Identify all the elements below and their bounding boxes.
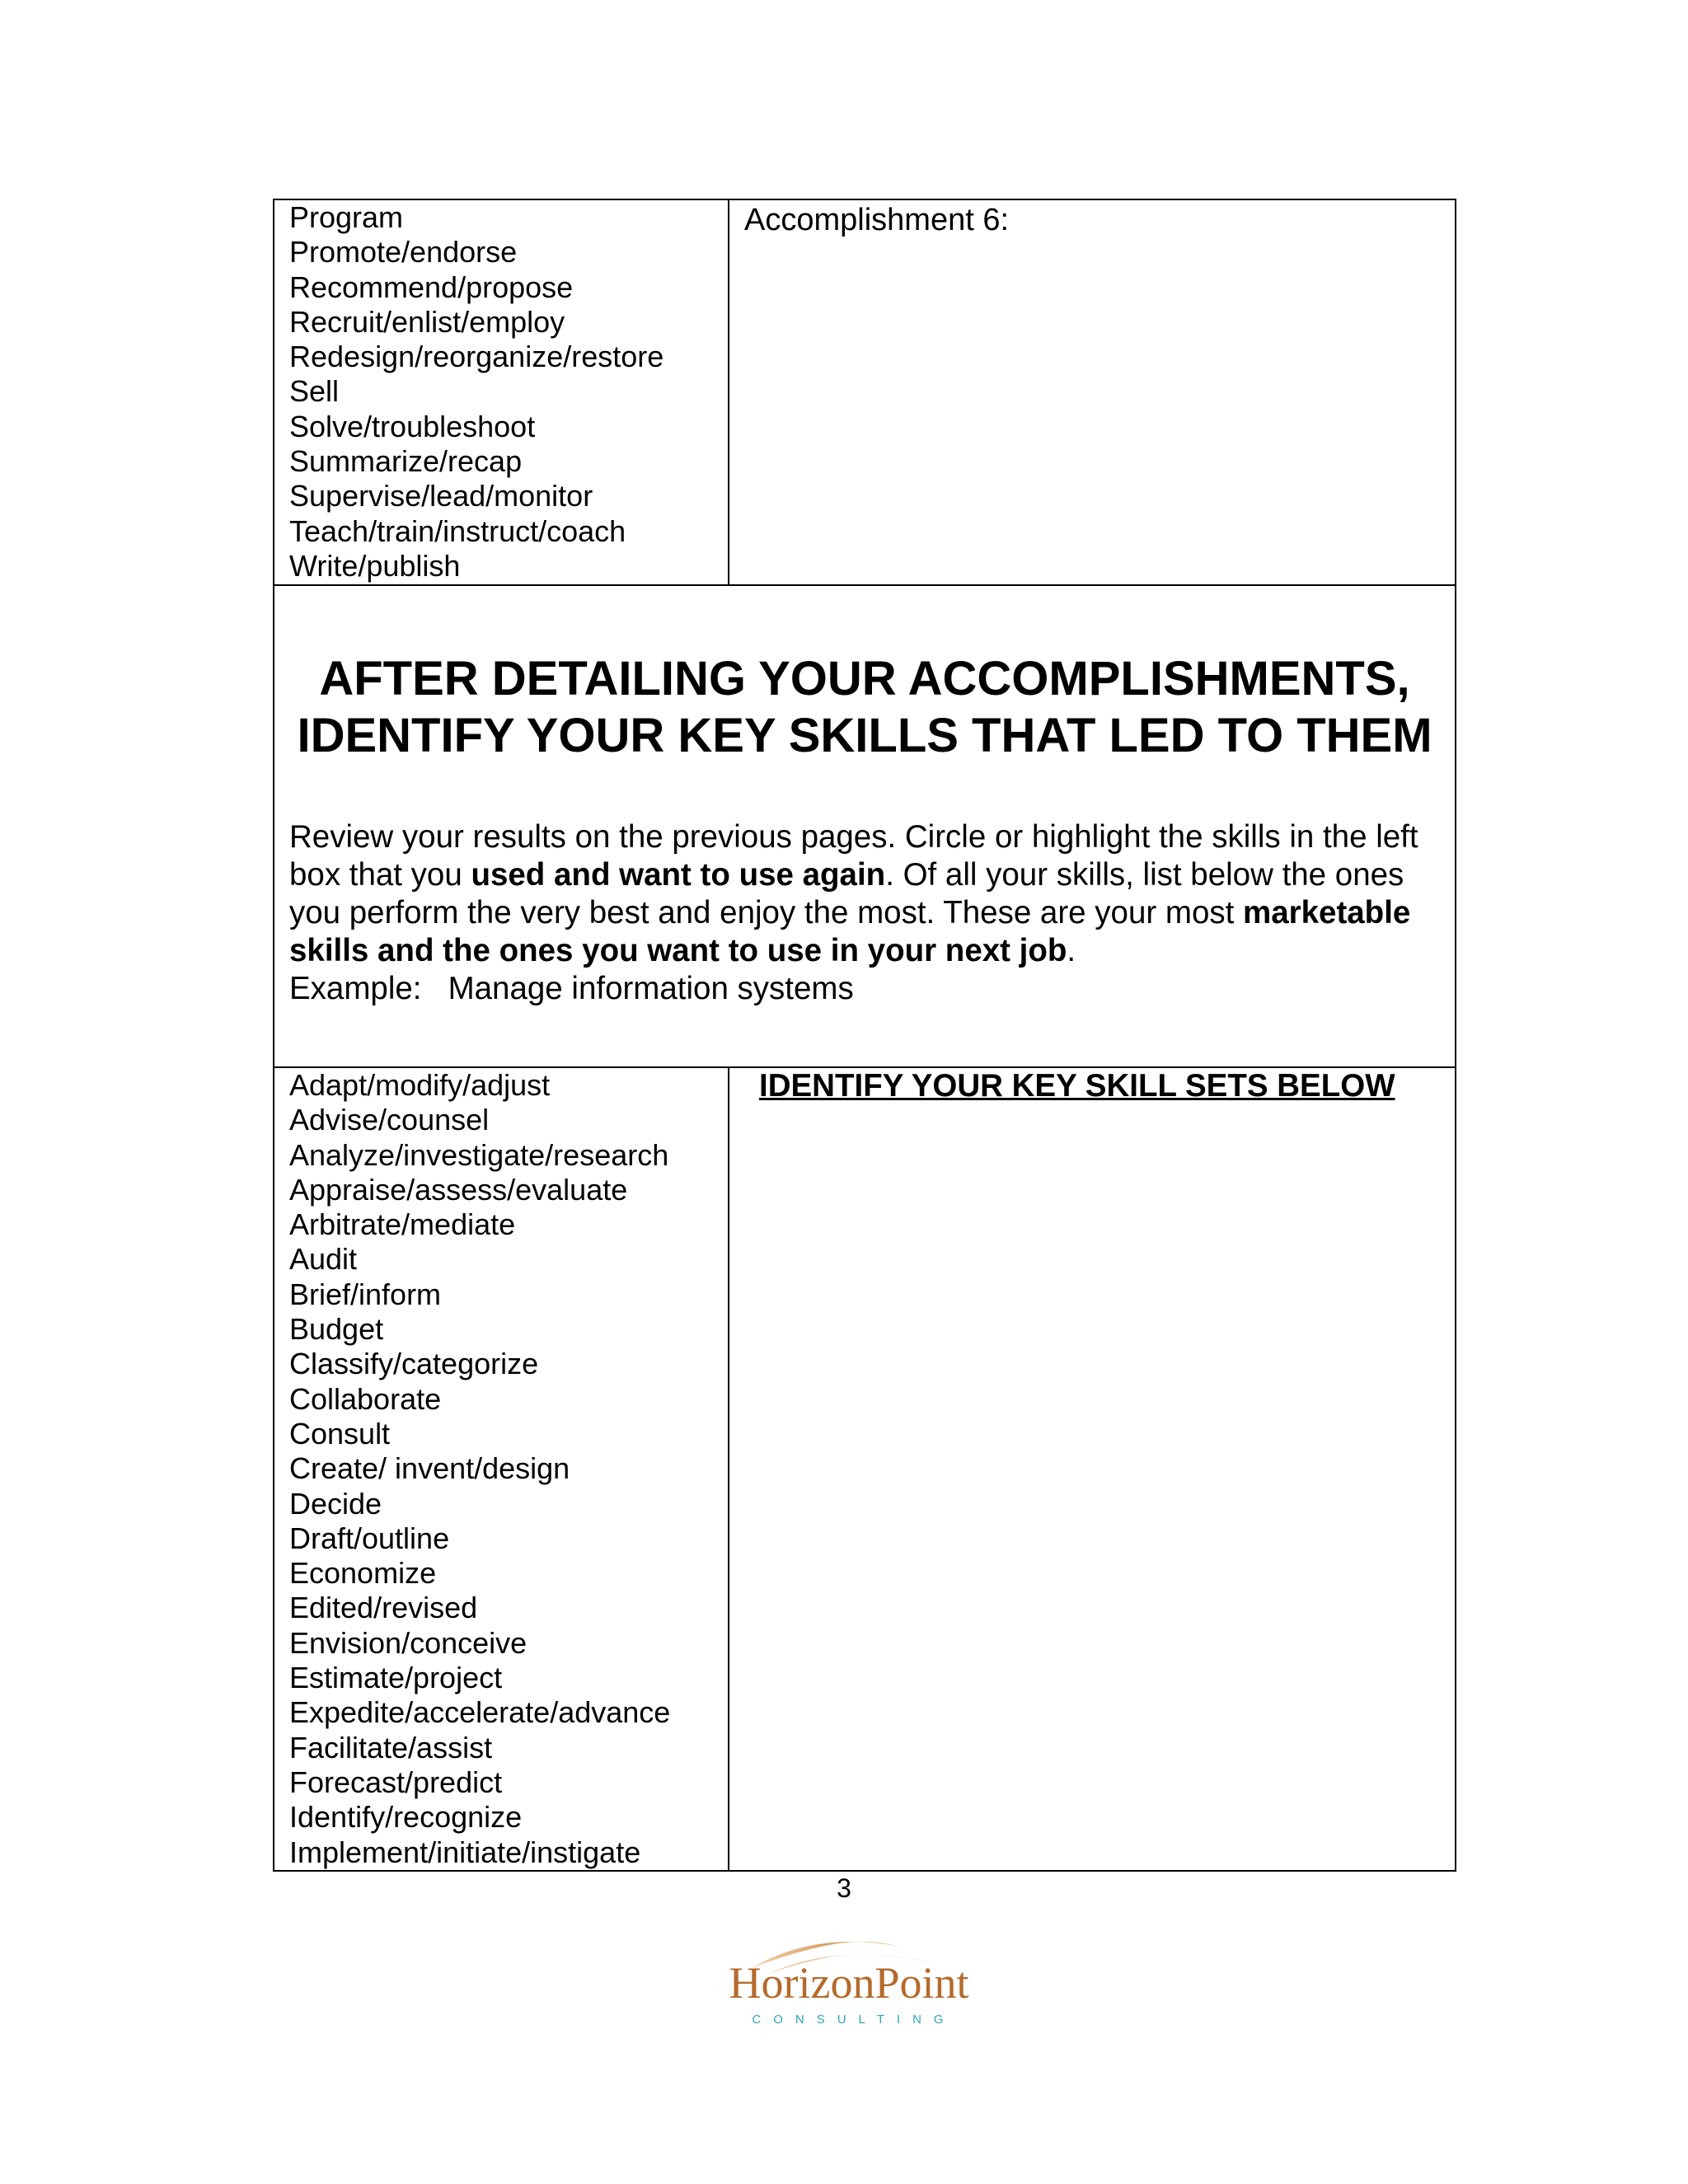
key-skills-cell[interactable]: [729, 1067, 1456, 1871]
bottom-row: [274, 1067, 1456, 1871]
instructions-paragraph: [289, 818, 1435, 970]
verb-item: Appraise/assess/evaluate: [289, 1172, 628, 1207]
verb-item: Create/ invent/design: [289, 1451, 570, 1486]
verb-item: Envision/conceive: [289, 1625, 528, 1660]
logo-wordmark: HorizonPoint: [729, 1958, 969, 2008]
verb-item: Write/publish: [289, 548, 461, 583]
verb-item: Decide: [289, 1486, 382, 1521]
bottom-verb-list: [274, 1068, 728, 1870]
verb-item: Redesign/reorganize/restore: [289, 340, 664, 374]
example-line: Example: Manage information systems: [289, 971, 854, 1006]
verb-item: Collaborate: [289, 1381, 442, 1416]
worksheet-table: [273, 199, 1456, 1872]
verb-item: Draft/outline: [289, 1521, 450, 1555]
verb-item: Solve/troubleshoot: [289, 409, 536, 443]
verb-item: Expedite/accelerate/advance: [289, 1695, 671, 1730]
page-number: 3: [837, 1873, 851, 1903]
verb-item: Budget: [289, 1312, 384, 1347]
instructions-bold-1: used and want to use again: [471, 857, 886, 893]
verb-item: Recommend/propose: [289, 269, 574, 304]
company-logo: [717, 1929, 981, 2036]
verb-item: Teach/train/instruct/coach: [289, 513, 626, 548]
verb-item: Brief/inform: [289, 1277, 442, 1311]
section-heading: AFTER DETAILING YOUR ACCOMPLISHMENTS, IDENTIFY YOUR KEY SKILLS THAT LED TO THEM: [297, 652, 1432, 762]
verb-item: Recruit/enlist/employ: [289, 304, 565, 339]
verb-item: Promote/endorse: [289, 235, 518, 269]
verb-item: Implement/initiate/instigate: [289, 1835, 641, 1869]
instructions-part3: .: [1067, 933, 1076, 968]
bottom-verbs-cell: [274, 1067, 729, 1871]
instructions-cell: [274, 585, 1456, 1067]
verb-item: Summarize/recap: [289, 444, 523, 479]
top-row: [274, 199, 1456, 585]
instructions-text: [289, 818, 1435, 1008]
verb-item: Analyze/investigate/research: [289, 1137, 669, 1172]
instructions-row: [274, 585, 1456, 1067]
verb-item: Forecast/predict: [289, 1765, 503, 1799]
verb-item: Economize: [289, 1556, 437, 1591]
verb-item: Advise/counsel: [289, 1103, 490, 1137]
verb-item: Sell: [289, 374, 340, 409]
top-verb-list: [274, 200, 728, 583]
verb-item: Classify/categorize: [289, 1347, 539, 1381]
key-skills-title: IDENTIFY YOUR KEY SKILL SETS BELOW: [759, 1068, 1395, 1104]
verb-item: Edited/revised: [289, 1591, 478, 1625]
verb-item: Program: [289, 200, 404, 234]
verb-item: Arbitrate/mediate: [289, 1207, 516, 1242]
verb-item: Adapt/modify/adjust: [289, 1068, 551, 1102]
verb-item: Estimate/project: [289, 1661, 503, 1695]
verb-item: Audit: [289, 1242, 358, 1277]
verb-item: Facilitate/assist: [289, 1730, 493, 1765]
top-verbs-cell: [274, 199, 729, 585]
instructions-part1: Review your results on the previous pages. Circle or highlight the skills in the left box that you: [289, 819, 1418, 893]
verb-item: Consult: [289, 1416, 391, 1451]
accomplishment-6-cell[interactable]: [729, 199, 1456, 585]
instructions-part2: . Of all your skills, list below the ones you perform the very best and enjoy the most. These are your most: [289, 857, 1404, 930]
accomplishment-6-label: Accomplishment 6:: [744, 203, 1010, 237]
instructions-bold-2: marketable skills and the ones you want to use in your next job: [289, 895, 1411, 968]
verb-item: Identify/recognize: [289, 1800, 523, 1835]
verb-item: Supervise/lead/monitor: [289, 479, 593, 513]
logo-subtitle: CONSULTING: [752, 2013, 956, 2027]
